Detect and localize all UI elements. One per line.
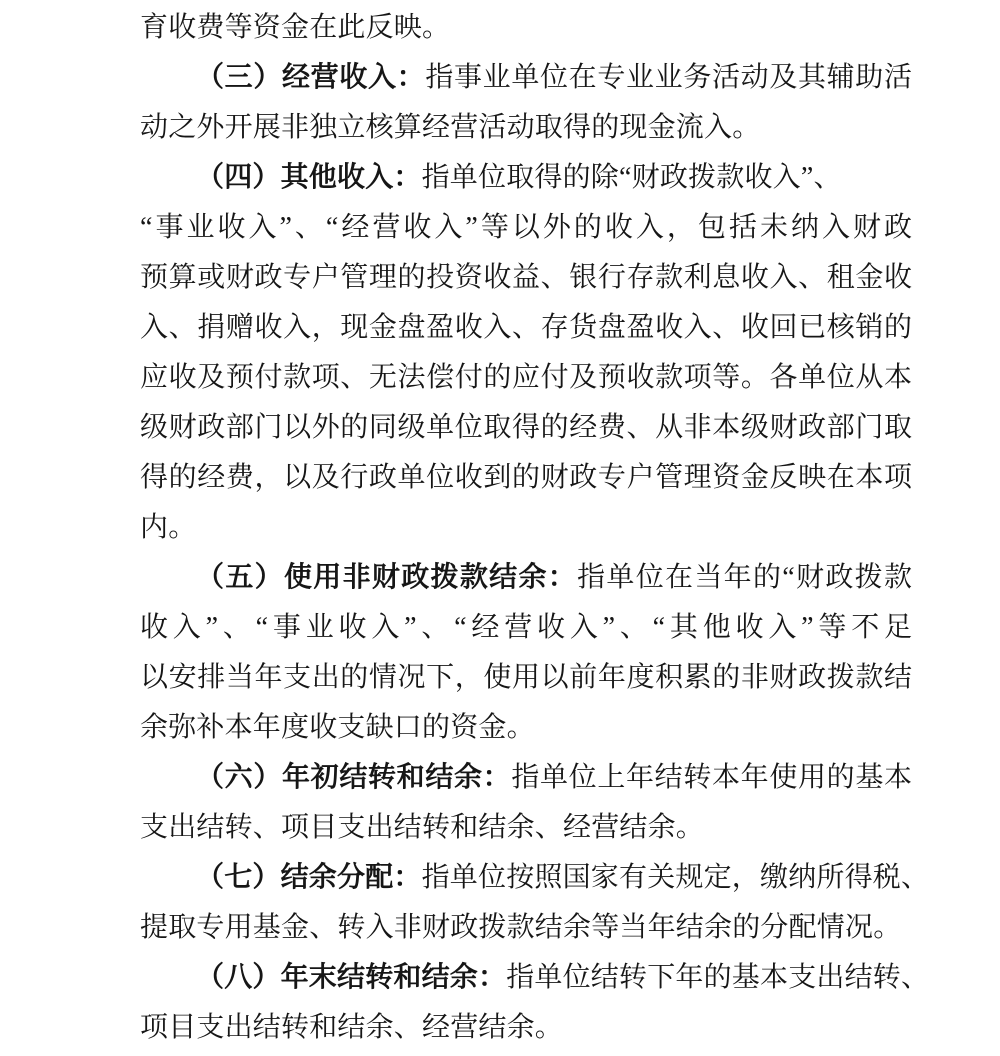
- body-text: 项目支出结转和结余、经营结余。: [140, 1012, 564, 1043]
- body-text: 内。: [140, 512, 197, 543]
- section-heading: （七）结余分配：: [196, 862, 422, 893]
- text-line: [140, 353, 912, 403]
- section-heading: （四）其他收入：: [196, 162, 422, 193]
- paragraph: [140, 953, 930, 1053]
- body-text: 入、捐赠收入，现金盘盈收入、存货盘盈收入、收回已核销的: [140, 312, 912, 343]
- body-text: 动之外开展非独立核算经营活动取得的现金流入。: [140, 112, 761, 143]
- body-text: 指单位在当年的“财政拨款: [577, 562, 912, 593]
- body-text: 育收费等资金在此反映。: [140, 12, 451, 43]
- text-line: [140, 3, 912, 53]
- paragraph: [140, 153, 912, 553]
- body-text: 支出结转、项目支出结转和结余、经营结余。: [140, 812, 705, 843]
- body-text: 级财政部门以外的同级单位取得的经费、从非本级财政部门取: [140, 412, 912, 443]
- text-line: [140, 503, 912, 553]
- section-heading: （五）使用非财政拨款结余：: [196, 562, 578, 593]
- text-line: [140, 703, 912, 753]
- text-line: [140, 253, 912, 303]
- text-line: [140, 853, 930, 903]
- text-line: [140, 753, 912, 803]
- body-text: 指单位取得的除“财政拨款收入”、: [421, 162, 842, 193]
- text-line: [140, 653, 912, 703]
- text-line: [140, 403, 912, 453]
- paragraph: [140, 753, 912, 853]
- body-text: 收入”、“事业收入”、“经营收入”、“其他收入”等不足: [140, 612, 912, 643]
- body-text: 指事业单位在专业业务活动及其辅助活: [425, 62, 912, 93]
- body-text: 指单位按照国家有关规定，缴纳所得税、: [421, 862, 930, 893]
- text-line: [140, 953, 930, 1003]
- paragraph: [140, 3, 912, 53]
- text-line: [140, 803, 912, 853]
- body-text: 余弥补本年度收支缺口的资金。: [140, 712, 535, 743]
- body-text: 预算或财政专户管理的投资收益、银行存款利息收入、租金收: [140, 262, 912, 293]
- text-line: [140, 203, 912, 253]
- body-text: 指单位结转下年的基本支出结转、: [506, 962, 930, 993]
- paragraph: [140, 853, 930, 953]
- text-line: [140, 1003, 912, 1053]
- paragraph: [140, 553, 912, 753]
- section-heading: （六）年初结转和结余：: [196, 762, 512, 793]
- text-line: [140, 903, 912, 953]
- text-line: [140, 303, 912, 353]
- text-line: [140, 103, 912, 153]
- body-text: 提取专用基金、转入非财政拨款结余等当年结余的分配情况。: [140, 912, 902, 943]
- paragraph: [140, 53, 912, 153]
- body-text: “事业收入”、“经营收入”等以外的收入，包括未纳入财政: [140, 212, 912, 243]
- text-line: [140, 603, 912, 653]
- text-line: [140, 553, 912, 603]
- body-text: 指单位上年结转本年使用的基本: [511, 762, 912, 793]
- text-line: [140, 53, 912, 103]
- body-text: 应收及预付款项、无法偿付的应付及预收款项等。各单位从本: [140, 362, 912, 393]
- text-line: [140, 453, 912, 503]
- section-heading: （三）经营收入：: [196, 62, 426, 93]
- text-line: [140, 153, 912, 203]
- body-text: 得的经费，以及行政单位收到的财政专户管理资金反映在本项: [140, 462, 912, 493]
- section-heading: （八）年末结转和结余：: [196, 962, 507, 993]
- body-text: 以安排当年支出的情况下，使用以前年度积累的非财政拨款结: [140, 662, 912, 693]
